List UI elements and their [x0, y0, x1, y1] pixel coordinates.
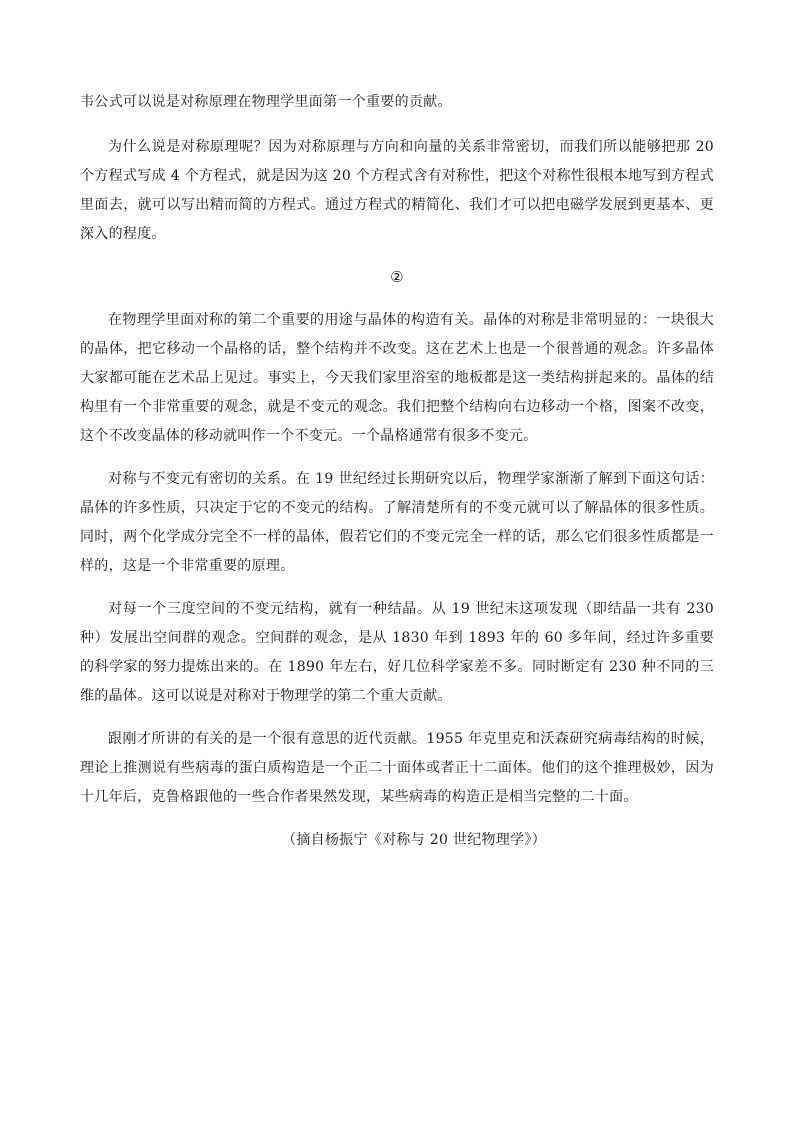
- paragraph-continued: 韦公式可以说是对称原理在物理学里面第一个重要的贡献。: [80, 94, 452, 110]
- paragraph-virus-structure: 跟刚才所讲的有关的是一个很有意思的近代贡献。1955 年克里克和沃森研究病毒结构的时候，理论上推测说有些病毒的蛋白质构造是一个正二十面体或者正十二面体。他们的这个推理极妙，因为十几年后，克鲁格跟他的一些合作者果然发现，某些病毒的构造正是相当完整的二十面。: [80, 731, 714, 805]
- document-page: [80, 88, 714, 855]
- source-citation: （摘自杨振宁《对称与 20 世纪物理学》）: [281, 832, 546, 848]
- paragraph-crystal-structure: 在物理学里面对称的第二个重要的用途与晶体的构造有关。晶体的对称是非常明显的：一块很大的晶体，把它移动一个晶格的话，整个结构并不改变。这在艺术上也是一个很普通的观念。许多晶体大家都可能在艺术品上见过。事实上，今天我们家里浴室的地板都是这一类结构拼起来的。晶体的结构里有一个非常重要的观念，就是不变元的观念。我们把整个结构向右边移动一个格，图案不改变，这个不改变晶体的移动就叫作一个不变元。一个晶格通常有很多不变元。: [80, 312, 714, 444]
- paragraph-space-groups: 对每一个三度空间的不变元结构，就有一种结晶。从 19 世纪末这项发现（即结晶一共有 230 种）发展出空间群的观念。空间群的观念，是从 1830 年到 1893 年的 60 多年间，经过许多重要的科学家的努力提炼出来的。在 1890 年左右，好几位科学家差不多。同时断定有 230 种不同的三维的晶体。这可以说是对称对于物理学的第二个重大贡献。: [80, 601, 714, 704]
- paragraph-why-symmetry: 为什么说是对称原理呢？因为对称原理与方向和向量的关系非常密切，而我们所以能够把那 20 个方程式写成 4 个方程式，就是因为这 20 个方程式含有对称性，把这个对称性很根本地写到方程式里面去，就可以写出精而简的方程式。通过方程式的精简化、我们才可以把电磁学发展到更基本、更深入的程度。: [80, 139, 714, 242]
- paragraph-invariants: 对称与不变元有密切的关系。在 19 世纪经过长期研究以后，物理学家渐渐了解到下面这句话：晶体的许多性质，只决定于它的不变元的结构。了解清楚所有的不变元就可以了解晶体的很多性质。同时，两个化学成分完全不一样的晶体，假若它们的不变元完全一样的话，那么它们很多性质都是一样的，这是一个非常重要的原理。: [80, 471, 714, 574]
- section-number: ②: [390, 268, 404, 286]
